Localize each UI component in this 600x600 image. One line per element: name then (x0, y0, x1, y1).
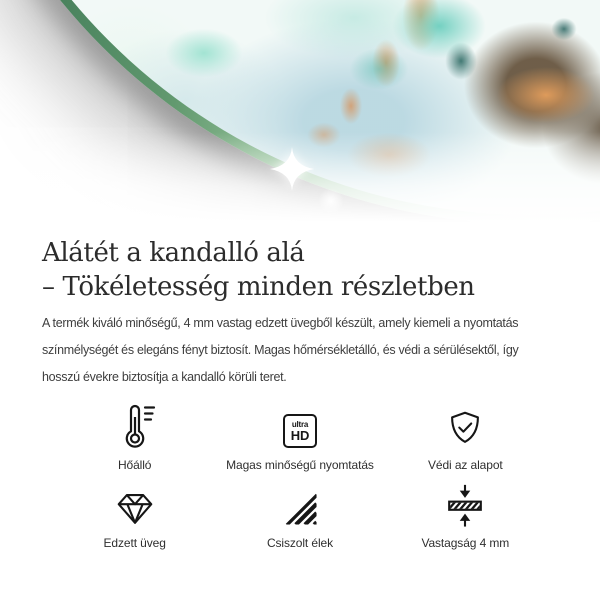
feature-grid (52, 404, 548, 550)
shield-check-icon (444, 408, 486, 450)
feature-high-quality-print (217, 404, 382, 472)
thermometer-icon (111, 402, 159, 450)
hero-product-image (0, 0, 600, 228)
description-line: hosszú évekre biztosítja a kandalló körüli teret. (42, 370, 287, 384)
polished-edges-icon (280, 488, 320, 528)
feature-tempered-glass (52, 482, 217, 550)
feature-polished-edges (217, 482, 382, 550)
feature-label: Vastagság 4 mm (421, 536, 510, 550)
feature-label: Hőálló (117, 458, 152, 472)
description-line: A termék kiváló minőségű, 4 mm vastag edzett üvegből készült, amely kiemeli a nyomtatás (42, 316, 519, 330)
product-description (42, 310, 558, 391)
ultra-hd-icon (283, 414, 317, 448)
feature-label: Csiszolt élek (266, 536, 334, 550)
feature-heat-resistant (52, 404, 217, 472)
sparkle-icon (270, 147, 314, 191)
feature-label: Védi az alapot (427, 458, 503, 472)
feature-label: Edzett üveg (103, 536, 166, 550)
feature-thickness (383, 482, 548, 550)
ultra-hd-top-text: ultra (291, 420, 309, 429)
thickness-icon (442, 482, 488, 528)
page-title-line1: Alátét a kandalló alá (42, 238, 305, 268)
feature-protects-base (383, 404, 548, 472)
feature-label: Magas minőségű nyomtatás (226, 458, 374, 472)
diamond-icon (113, 488, 157, 528)
edge-glint (318, 188, 344, 214)
description-line: színmélységét és elegáns fényt biztosít. Magas hőmérsékletálló, és védi a sérülésektől, így (42, 343, 519, 357)
page-title-line2: – Tökéletesség minden részletben (42, 272, 475, 302)
ultra-hd-bottom-text: HD (290, 428, 310, 443)
page-title (42, 236, 558, 304)
